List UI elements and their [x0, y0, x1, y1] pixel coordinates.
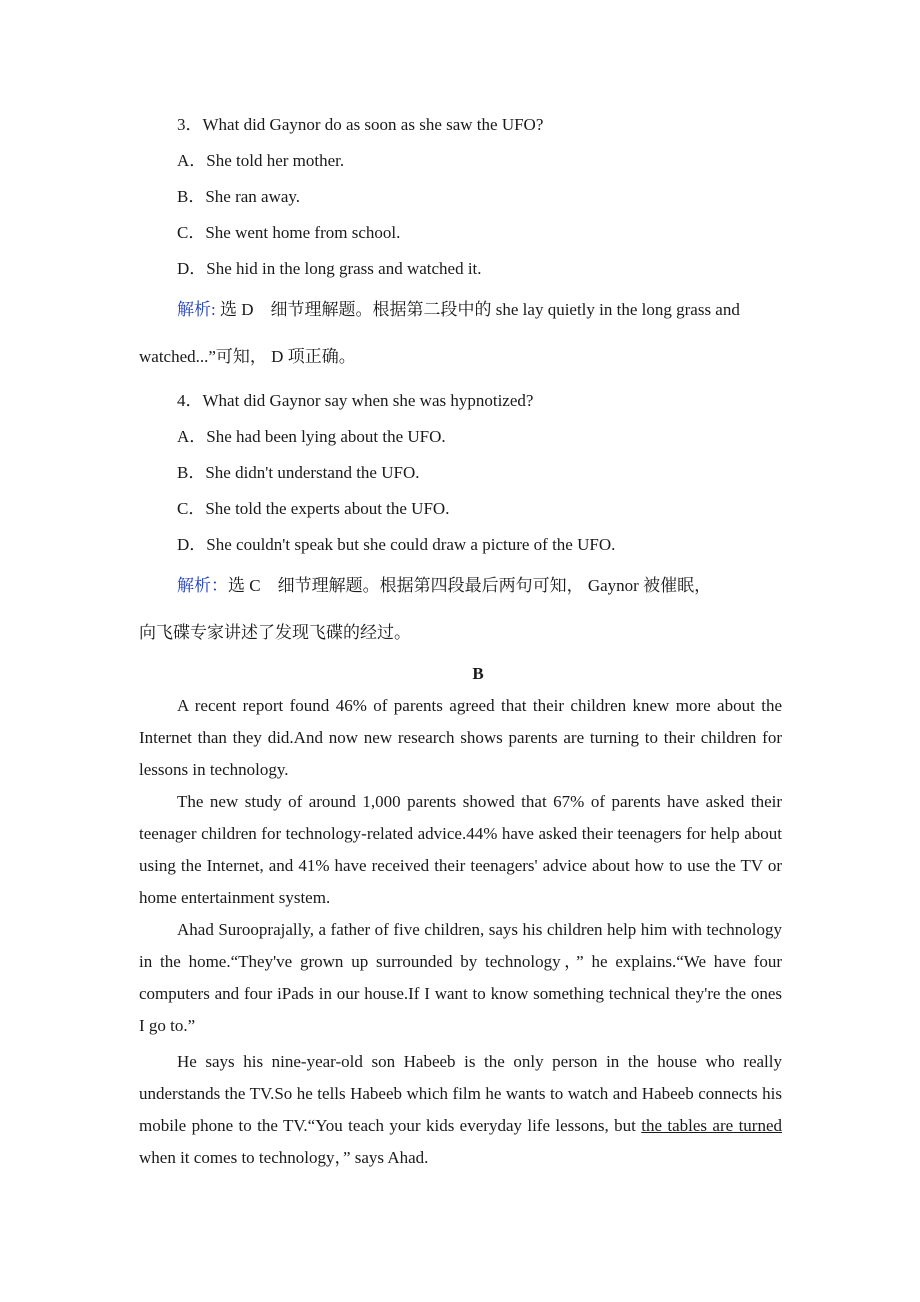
q4-option-b: B．She didn't understand the UFO. [177, 463, 420, 482]
q4-option-a: A．She had been lying about the UFO. [177, 427, 446, 446]
p4-text-before: He says his nine-year-old son Habeeb is the only person in the house who really understands the TV.So he tells Habeeb which film he wants to watch and Habeeb connects his mobile phone to the TV.“You teach your kids everyday life lessons, but [139, 1052, 782, 1135]
passage-paragraph-2: The new study of around 1,000 parents showed that 67% of parents have asked their teenager children for technology-related advice.44% have asked their teenagers for help about using the Internet, and 41% have received their teenagers' advice about how to use the TV or home entertainment system. [139, 792, 782, 907]
passage-paragraph-4 [139, 1046, 782, 1174]
underlined-phrase: the tables are turned [641, 1116, 782, 1135]
question-3: 3．What did Gaynor do as soon as she saw the UFO? [177, 115, 544, 134]
q3-analysis-label: 解析: [177, 300, 216, 319]
q3-option-d: D．She hid in the long grass and watched it. [177, 259, 482, 278]
question-4: 4．What did Gaynor say when she was hypnotized? [177, 391, 534, 410]
q3-analysis-text: 选 D 细节理解题。根据第二段中的 she lay quietly in the long grass and [215, 300, 740, 319]
q4-analysis-line1 [177, 575, 711, 597]
q3-option-a: A．She told her mother. [177, 151, 345, 170]
q3-analysis-line1 [177, 299, 740, 321]
q4-option-d: D．She couldn't speak but she could draw a picture of the UFO. [177, 535, 616, 554]
q3-analysis-line2: watched...”可知， D 项正确。 [139, 347, 356, 366]
p4-text-after: when it comes to technology，” says Ahad. [139, 1148, 429, 1167]
passage-paragraph-1: A recent report found 46% of parents agreed that their children knew more about the Internet than they did.And now new research shows parents are turning to their children for lessons in technology. [139, 696, 782, 779]
q4-analysis-label: 解析： [177, 576, 228, 595]
section-heading: B [472, 664, 484, 683]
passage-paragraph-3: Ahad Surooprajally, a father of five children, says his children help him with technology in the home.“They've grown up surrounded by technology，” he explains.“We have four computers and four iPads in our house.If I want to know something technical they're the ones I go to.” [139, 920, 782, 1035]
q3-option-c: C．She went home from school. [177, 223, 401, 242]
q3-option-b: B．She ran away. [177, 187, 301, 206]
q4-analysis-text: 选 C 细节理解题。根据第四段最后两句可知， Gaynor 被催眠， [228, 576, 712, 595]
q4-option-c: C．She told the experts about the UFO. [177, 499, 450, 518]
q4-analysis-line2: 向飞碟专家讲述了发现飞碟的经过。 [139, 623, 411, 642]
